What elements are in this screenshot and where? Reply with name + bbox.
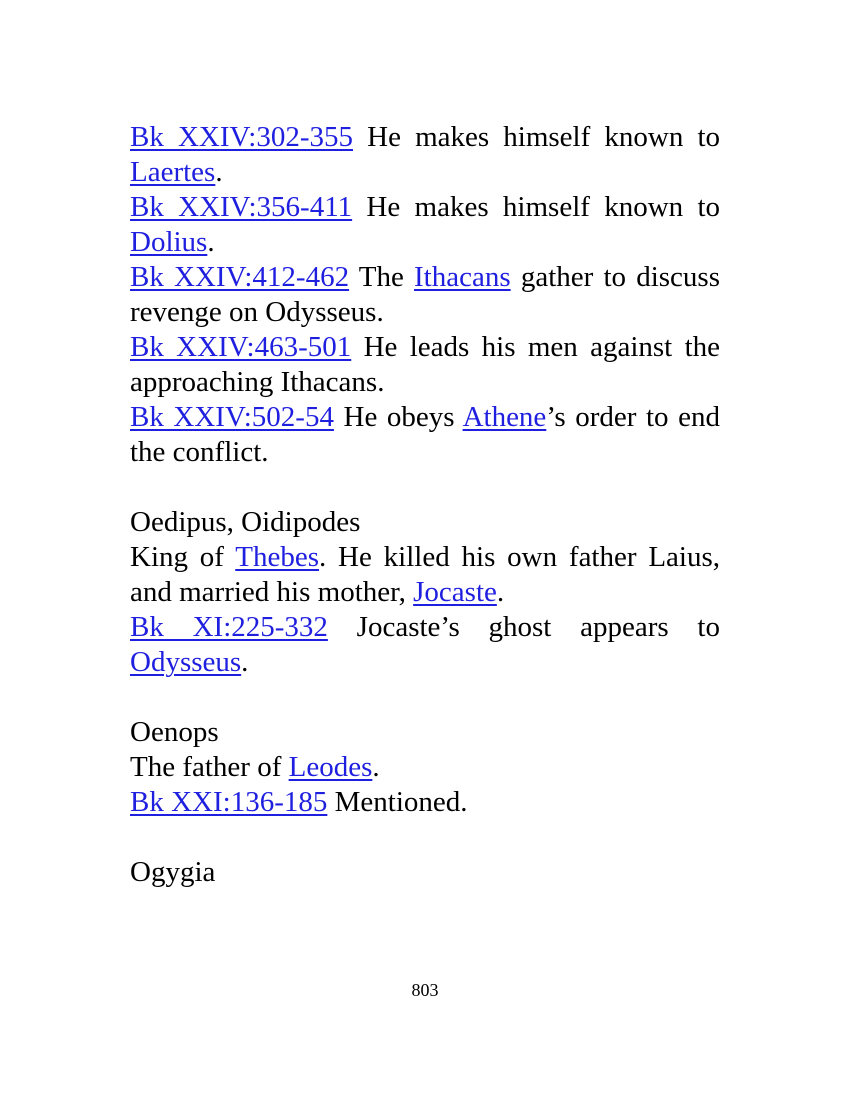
ref-oenops bbox=[130, 785, 720, 820]
entry-ithacans bbox=[130, 260, 720, 330]
link-athene[interactable]: Athene bbox=[462, 401, 547, 433]
page-number: 803 bbox=[411, 980, 439, 1000]
ref-text: . bbox=[241, 646, 249, 678]
heading-ogygia: Ogygia bbox=[130, 856, 216, 888]
page-content bbox=[130, 120, 720, 890]
ref-link-xxi-136-185[interactable]: Bk XXI:136-185 bbox=[130, 786, 328, 818]
link-odysseus[interactable]: Odysseus bbox=[130, 646, 242, 678]
entry-text: He leads his men against the approaching Ithacans. bbox=[130, 331, 721, 398]
ref-text: Mentioned. bbox=[327, 786, 468, 818]
link-leodes[interactable]: Leodes bbox=[288, 751, 373, 783]
desc-text: King of bbox=[130, 541, 236, 573]
entry-text: . bbox=[215, 156, 223, 188]
desc-oenops bbox=[130, 750, 720, 785]
entry-laertes bbox=[130, 120, 720, 190]
entry-text: He makes himself known to bbox=[352, 191, 720, 223]
entry-leads-men bbox=[130, 330, 720, 400]
ref-link-502-54[interactable]: Bk XXIV:502-54 bbox=[130, 401, 334, 433]
entry-text: The bbox=[349, 261, 415, 293]
ref-link-xi-225-332[interactable]: Bk XI:225-332 bbox=[130, 611, 328, 643]
link-thebes[interactable]: Thebes bbox=[235, 541, 319, 573]
desc-text: . bbox=[372, 751, 380, 783]
ref-link-356-411[interactable]: Bk XXIV:356-411 bbox=[130, 191, 353, 223]
ref-oedipus bbox=[130, 610, 720, 680]
link-dolius[interactable]: Dolius bbox=[130, 226, 208, 258]
entry-dolius bbox=[130, 190, 720, 260]
desc-text: The father of bbox=[130, 751, 289, 783]
entry-text: gather to discuss revenge on Odysseus. bbox=[130, 261, 720, 328]
entry-text: He makes himself known to bbox=[353, 121, 721, 153]
link-jocaste[interactable]: Jocaste bbox=[413, 576, 497, 608]
spacer bbox=[130, 820, 720, 855]
desc-oedipus bbox=[130, 540, 720, 610]
ref-text: Jocaste’s ghost appears to bbox=[327, 611, 720, 643]
link-ithacans[interactable]: Ithacans bbox=[414, 261, 511, 293]
entry-text: . bbox=[207, 226, 215, 258]
entry-text: He obeys bbox=[333, 401, 463, 433]
ref-link-412-462[interactable]: Bk XXIV:412-462 bbox=[130, 261, 350, 293]
link-laertes[interactable]: Laertes bbox=[130, 156, 216, 188]
ref-link-463-501[interactable]: Bk XXIV:463-501 bbox=[130, 331, 352, 363]
ref-link-302-355[interactable]: Bk XXIV:302-355 bbox=[130, 121, 354, 153]
spacer bbox=[130, 470, 720, 505]
spacer bbox=[130, 680, 720, 715]
heading-oedipus: Oedipus, Oidipodes bbox=[130, 506, 361, 538]
desc-text: . He killed his own father Laius, and married his mother, bbox=[130, 541, 721, 608]
entry-text: ’s order to end the conflict. bbox=[130, 401, 720, 468]
desc-text: . bbox=[496, 576, 505, 608]
entry-athene bbox=[130, 400, 720, 470]
heading-oenops: Oenops bbox=[130, 716, 219, 748]
